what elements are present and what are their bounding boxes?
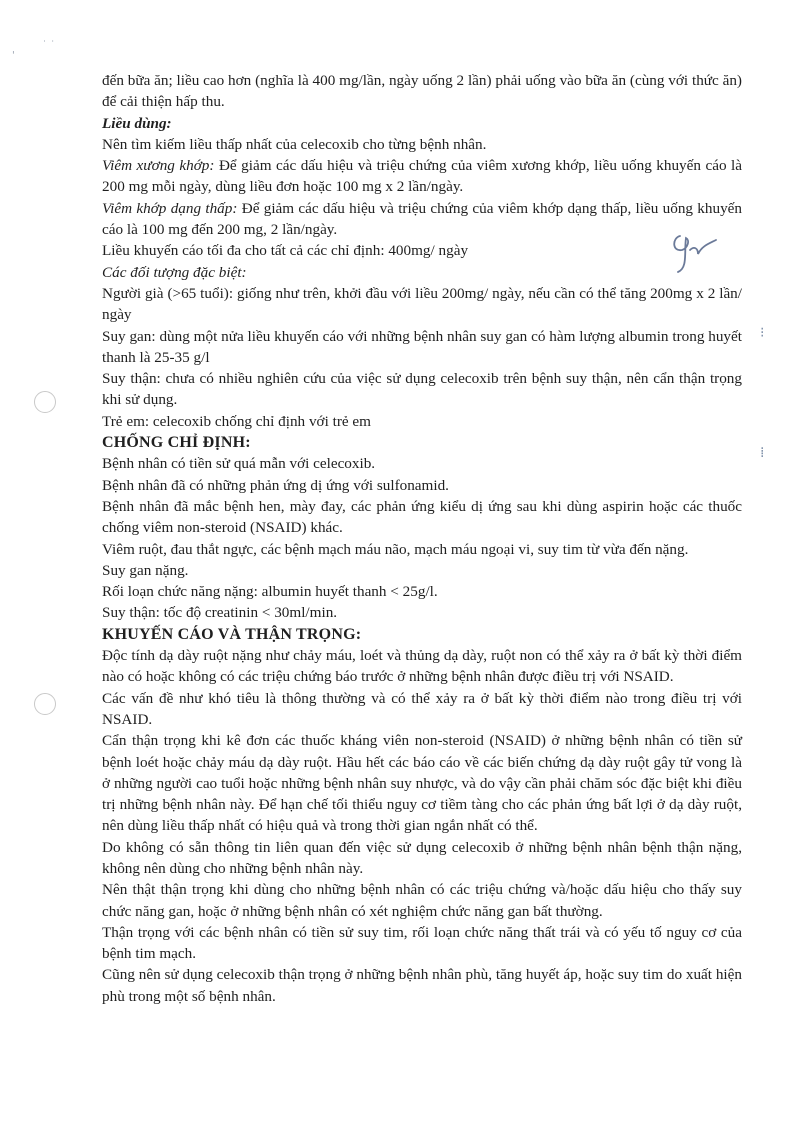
contraindications-heading: CHỐNG CHỈ ĐỊNH: [102,434,251,452]
warning-item: Độc tính dạ dày ruột nặng như chảy máu, loét và thủng dạ dày, ruột non có thể xảy ra ở bất kỳ thời điểm nào có hoặc không có các triệu chứng báo trước ở những bệnh nhân được điều trị với NSAID. [102,647,742,686]
osteoarthritis-label: Viêm xương khớp: [102,157,215,175]
intro-paragraph: đến bữa ăn; liều cao hơn (nghĩa là 400 mg/lần, ngày uống 2 lần) phải uống vào bữa ăn (cùng với thức ăn) để cải thiện hấp thu. [102,72,742,111]
warnings-heading: KHUYẾN CÁO VÀ THẬN TRỌNG: [102,625,362,643]
warning-item: Các vấn đề như khó tiêu là thông thường và có thể xảy ra ở bất kỳ thời điểm nào trong điều trị với NSAID. [102,689,742,728]
contraindication-item: Bệnh nhân đã có những phản ứng dị ứng với sulfonamid. [102,476,449,494]
scan-speck: ˙ ˙ [42,40,56,51]
scan-speck: ' [12,50,15,61]
margin-mark: ⁝ [760,325,765,341]
margin-mark: ⁞ [760,445,765,461]
contraindication-item: Rối loạn chức năng nặng: albumin huyết thanh < 25g/l. [102,583,438,601]
contraindication-item: Suy gan nặng. [102,561,189,579]
contraindication-item: Suy thận: tốc độ creatinin < 30ml/min. [102,604,338,622]
dosage-rheumatoid [102,198,742,241]
warning-item: Do không có sẵn thông tin liên quan đến việc sử dụng celecoxib ở những bệnh nhân bệnh thận nặng, không nên dùng cho những bệnh nhân này. [102,838,742,877]
document-body [102,70,742,1007]
dosage-kidney: Suy thận: chưa có nhiều nghiên cứu của việc sử dụng celecoxib trên bệnh suy thận, nên cẩn thận trọng khi sử dụng. [102,370,742,409]
warning-item: Cũng nên sử dụng celecoxib thận trọng ở những bệnh nhân phù, tăng huyết áp, hoặc suy tim do xuất hiện phù trong một số bệnh nhân. [102,966,742,1005]
dosage-heading: Liều dùng: [102,114,172,132]
contraindication-item: Bệnh nhân đã mắc bệnh hen, mày đay, các phản ứng kiểu dị ứng sau khi dùng aspirin hoặc các thuốc chống viêm non-steroid (NSAID) khác. [102,497,742,537]
special-groups-label: Các đối tượng đặc biệt: [102,263,247,281]
rheumatoid-label: Viêm khớp dạng thấp: [102,199,238,217]
dosage-children: Trẻ em: celecoxib chống chỉ định với trẻ em [102,412,371,430]
warning-item: Cẩn thận trọng khi kê đơn các thuốc kháng viên non-steroid (NSAID) ở những bệnh nhân có tiền sử bệnh loét hoặc chảy máu dạ dày ruột. Hầu hết các báo cáo về các biến chứng dạ dày ruột gây tử vong là ở những người cao tuổi hoặc những bệnh nhân suy nhược, và do vậy cần phải chăm sóc đặc biệt khi điều trị những bệnh nhân này. Để hạn chế tối thiểu nguy cơ tiềm tàng cho các phản ứng bất lợi ở dạ dày ruột, nên dùng liều thấp nhất có hiệu quả và trong thời gian ngắn nhất có thể. [102,732,742,835]
osteoarthritis-text: Để giảm các dấu hiệu và triệu chứng của viêm xương khớp, liều uống khuyến cáo là 200 mg mỗi ngày, dùng liều đơn hoặc 100 mg x 2 lần/ngày. [102,157,742,196]
contraindication-item: Viêm ruột, đau thắt ngực, các bệnh mạch máu não, mạch máu ngoại vi, suy tim từ vừa đến nặng. [102,540,689,558]
dosage-osteoarthritis [102,155,742,198]
contraindication-item: Bệnh nhân có tiền sử quá mẫn với celecoxib. [102,455,376,473]
dosage-max: Liều khuyến cáo tối đa cho tất cả các chỉ định: 400mg/ ngày [102,242,469,260]
dosage-elderly: Người già (>65 tuổi): giống như trên, khởi đầu với liều 200mg/ ngày, nếu cần có thể tăng 200mg x 2 lần/ ngày [102,284,742,324]
punch-hole [34,391,56,413]
dosage-general: Nên tìm kiếm liều thấp nhất của celecoxib cho từng bệnh nhân. [102,135,487,153]
punch-hole [34,693,56,715]
warning-item: Thận trọng với các bệnh nhân có tiền sử suy tim, rối loạn chức năng thất trái và có yếu tố nguy cơ của bệnh tim mạch. [102,923,742,963]
rheumatoid-text: Để giảm các dấu hiệu và triệu chứng của viêm khớp dạng thấp, liều uống khuyến cáo là 100 mg đến 200 mg, 2 lần/ngày. [102,199,743,239]
dosage-liver: Suy gan: dùng một nửa liều khuyến cáo với những bệnh nhân suy gan có hàm lượng albumin trong huyết thanh là 25-35 g/l [102,327,742,366]
warning-item: Nên thật thận trọng khi dùng cho những bệnh nhân có các triệu chứng và/hoặc dấu hiệu cho thấy suy chức năng gan, hoặc ở những bệnh nhân có xét nghiệm chức năng gan bất thường. [102,881,742,920]
